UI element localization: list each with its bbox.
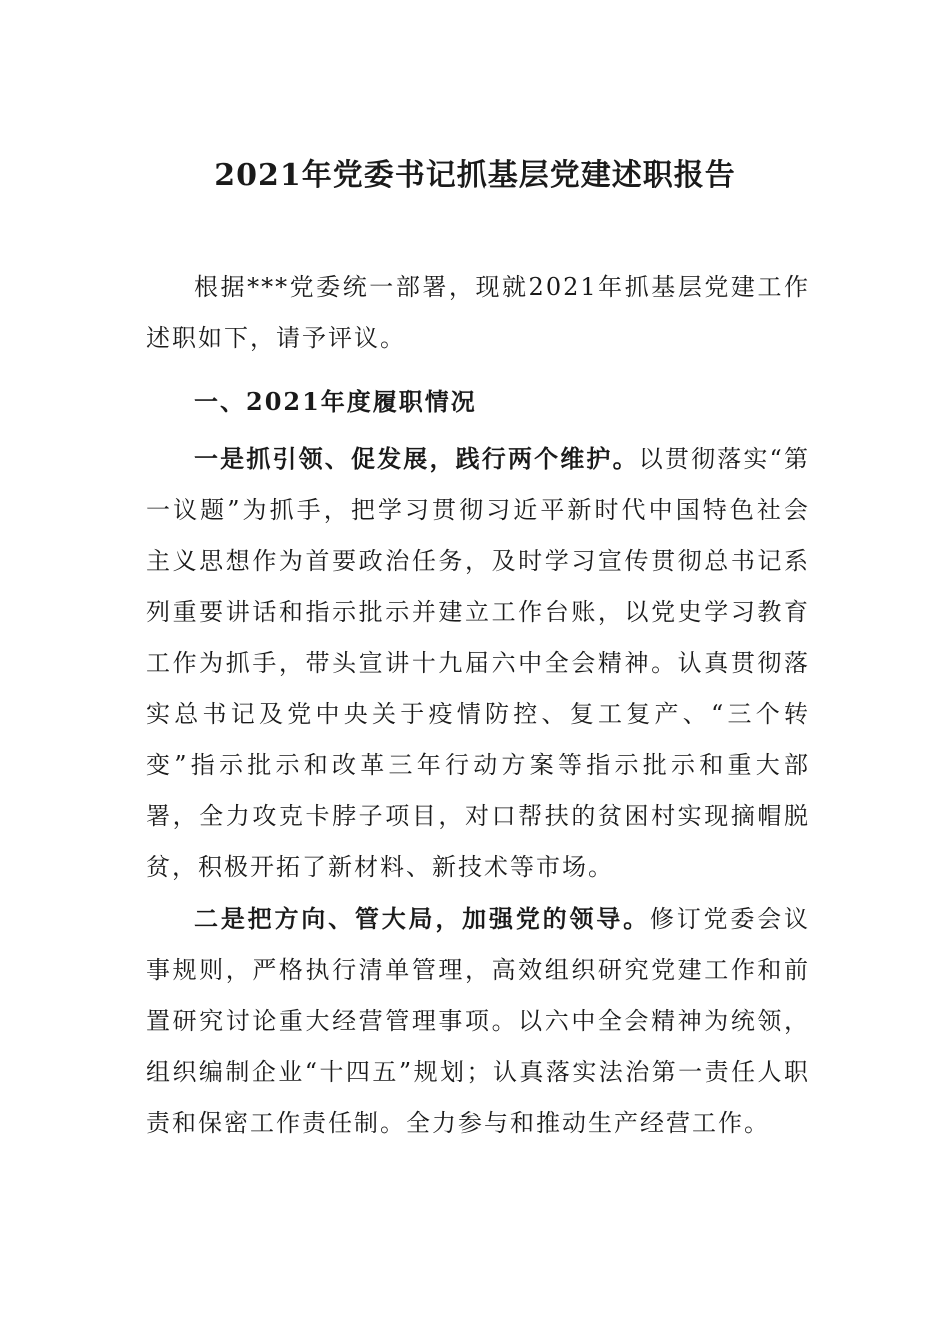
- paragraph-1-text: 以贯彻落实“第一议题”为抓手，把学习贯彻习近平新时代中国特色社会主义思想作为首要政治任务，及时学习宣传贯彻总书记系列重要讲话和指示批示并建立工作台账，以党史学习教育工作为抓手，带头宣讲十九届六中全会精神。认真贯彻落实总书记及党中央关于疫情防控、复工复产、“三个转变”指示批示和改革三年行动方案等指示批示和重大部署，全力攻克卡脖子项目，对口帮扶的贫困村实现摘帽脱贫，积极开拓了新材料、新技术等市场。: [146, 445, 810, 881]
- intro-paragraph: [146, 262, 810, 364]
- paragraph-1: [146, 433, 810, 893]
- section-heading-text: 一、2021年度履职情况: [194, 387, 477, 416]
- paragraph-2-text: 修订党委会议事规则，严格执行清单管理，高效组织研究党建工作和前置研究讨论重大经营管理事项。以六中全会精神为统领，组织编制企业“十四五”规划；认真落实法治第一责任人职责和保密工作责任制。全力参与和推动生产经营工作。: [146, 905, 811, 1137]
- page-title: 2021年党委书记抓基层党建述职报告: [214, 158, 736, 193]
- paragraph-2-lead: 二是把方向、管大局，加强党的领导。: [194, 904, 650, 933]
- paragraph-2: [146, 893, 810, 1149]
- intro-text: 根据***党委统一部署，现就2021年抓基层党建工作述职如下，请予评议。: [146, 273, 810, 352]
- section-heading: [146, 376, 810, 427]
- paragraph-1-lead: 一是抓引领、促发展，践行两个维护。: [194, 444, 639, 473]
